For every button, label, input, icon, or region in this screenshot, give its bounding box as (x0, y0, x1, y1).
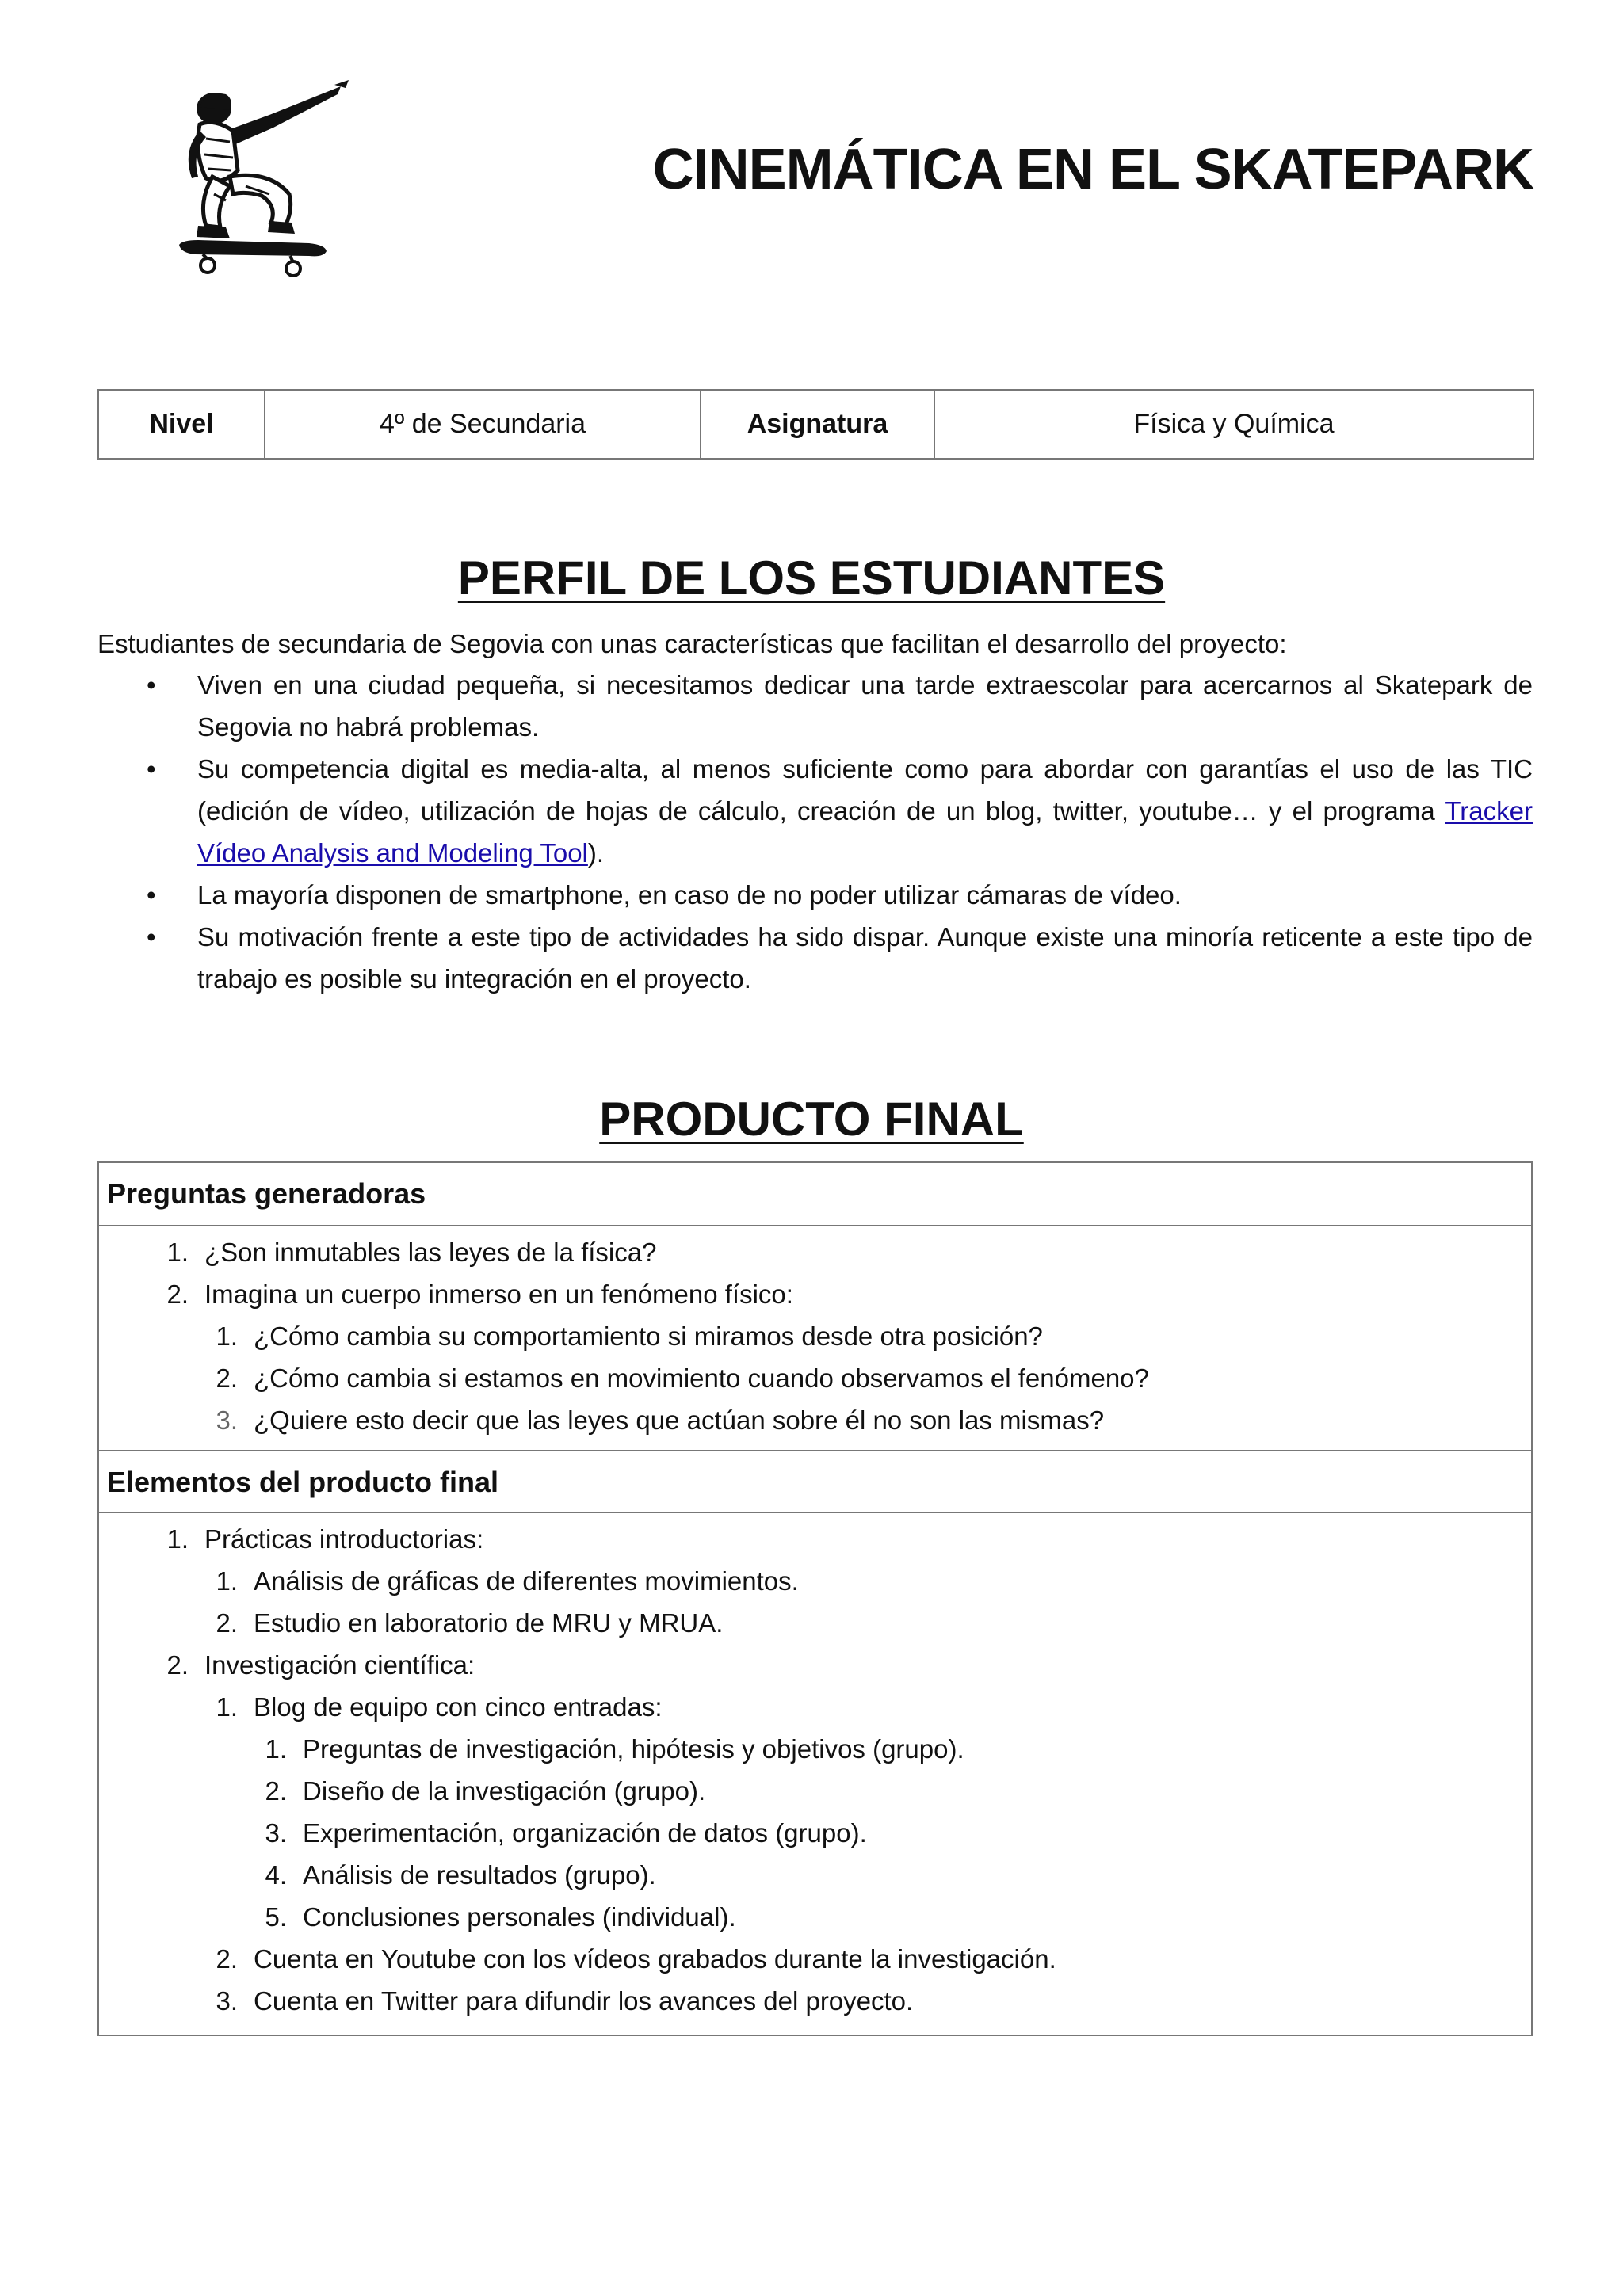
bullet-icon: • (147, 754, 156, 784)
bullet-text: Su motivación frente a este tipo de actividades ha sido dispar. Aunque existe una minoría reticente a este tipo de trabajo es posible su integración en el proyecto. (197, 922, 1533, 994)
item-text: Conclusiones personales (individual). (303, 1902, 736, 1932)
item-text: Cuenta en Youtube con los vídeos grabados durante la investigación. (254, 1944, 1056, 1974)
item-number: 2. (216, 1944, 238, 1974)
list-item (97, 748, 1533, 874)
list-item (99, 1770, 1531, 1812)
item-number: 2. (216, 1608, 238, 1638)
document-title: CINEMÁTICA EN EL SKATEPARK (652, 138, 1533, 201)
list-item (99, 1686, 1531, 1728)
item-text: ¿Quiere esto decir que las leyes que actúan sobre él no son las mismas? (254, 1405, 1105, 1435)
list-item (99, 1273, 1531, 1315)
item-number: 4. (265, 1860, 287, 1890)
item-text: ¿Cómo cambia si estamos en movimiento cuando observamos el fenómeno? (254, 1363, 1149, 1393)
list-item (99, 1315, 1531, 1357)
item-text: Cuenta en Twitter para difundir los avances del proyecto. (254, 1986, 914, 2016)
list-item (99, 1231, 1531, 1273)
asignatura-value: Física y Química (934, 390, 1533, 459)
item-number: 2. (166, 1650, 189, 1680)
item-number: 3. (216, 1405, 238, 1435)
bullet-text: La mayoría disponen de smartphone, en caso de no poder utilizar cámaras de vídeo. (197, 880, 1182, 910)
list-item (99, 1518, 1531, 1560)
perfil-bullet-list (97, 664, 1533, 1000)
item-text: Preguntas de investigación, hipótesis y objetivos (grupo). (303, 1734, 964, 1764)
bullet-text: Su competencia digital es media-alta, al menos suficiente como para abordar con garantías el uso de las TIC (edición de vídeo, utilización de hojas de cálculo, creación de un blog, twitter, youtube… y el programa (197, 754, 1533, 826)
divider (99, 1225, 1531, 1226)
list-item (97, 874, 1533, 916)
item-number: 1. (166, 1524, 189, 1554)
list-item (99, 1728, 1531, 1770)
item-text: Prácticas introductorias: (204, 1524, 484, 1554)
info-row (98, 390, 1533, 459)
item-text: Blog de equipo con cinco entradas: (254, 1692, 663, 1722)
preguntas-list (99, 1231, 1531, 1441)
list-item (99, 1980, 1531, 2022)
list-item (99, 1644, 1531, 1686)
item-number: 3. (216, 1986, 238, 2016)
item-text: Imagina un cuerpo inmerso en un fenómeno físico: (204, 1280, 793, 1309)
list-item (99, 1357, 1531, 1399)
list-item (99, 1812, 1531, 1854)
perfil-section-title: PERFIL DE LOS ESTUDIANTES (457, 551, 1166, 605)
item-number: 3. (265, 1818, 287, 1848)
elementos-list (99, 1518, 1531, 2022)
item-number: 1. (265, 1734, 287, 1764)
item-text: Diseño de la investigación (grupo). (303, 1776, 706, 1806)
item-number: 5. (265, 1902, 287, 1932)
skateboarder-icon (151, 75, 357, 289)
item-number: 2. (216, 1363, 238, 1393)
item-number: 2. (166, 1280, 189, 1309)
list-item (97, 664, 1533, 748)
info-table (97, 389, 1534, 460)
bullet-text-end: ). (587, 838, 605, 868)
item-number: 1. (216, 1322, 238, 1351)
item-text: Experimentación, organización de datos (grupo). (303, 1818, 867, 1848)
list-item (99, 1938, 1531, 1980)
item-text: Estudio en laboratorio de MRU y MRUA. (254, 1608, 724, 1638)
list-item (99, 1560, 1531, 1602)
item-text: Análisis de gráficas de diferentes movimientos. (254, 1566, 799, 1596)
elementos-header: Elementos del producto final (99, 1450, 1531, 1512)
producto-final-table (97, 1161, 1533, 2036)
list-item (99, 1896, 1531, 1938)
list-item (99, 1854, 1531, 1896)
item-text: Investigación científica: (204, 1650, 475, 1680)
nivel-value: 4º de Secundaria (265, 390, 701, 459)
item-text: ¿Son inmutables las leyes de la física? (204, 1238, 657, 1267)
list-item (99, 1602, 1531, 1644)
item-text: Análisis de resultados (grupo). (303, 1860, 656, 1890)
item-number: 1. (216, 1692, 238, 1722)
item-text: ¿Cómo cambia su comportamiento si miramos desde otra posición? (254, 1322, 1043, 1351)
bullet-icon: • (147, 880, 156, 910)
tracker-link[interactable]: Tracker Vídeo Analysis and Modeling Tool (197, 796, 1533, 868)
item-number: 1. (166, 1238, 189, 1267)
producto-section-title: PRODUCTO FINAL (599, 1093, 1024, 1146)
item-number: 2. (265, 1776, 287, 1806)
bullet-text: Viven en una ciudad pequeña, si necesitamos dedicar una tarde extraescolar para acercarnos al Skatepark de Segovia no habrá problemas. (197, 670, 1533, 742)
item-number: 1. (216, 1566, 238, 1596)
bullet-icon: • (147, 670, 156, 700)
list-item (99, 1399, 1531, 1441)
preguntas-header: Preguntas generadoras (107, 1177, 426, 1210)
nivel-label: Nivel (98, 390, 265, 459)
bullet-icon: • (147, 922, 156, 952)
list-item (97, 916, 1533, 1000)
perfil-intro: Estudiantes de secundaria de Segovia con unas características que facilitan el desarrollo del proyecto: (97, 629, 1287, 658)
divider (99, 1512, 1531, 1513)
asignatura-label: Asignatura (701, 390, 934, 459)
